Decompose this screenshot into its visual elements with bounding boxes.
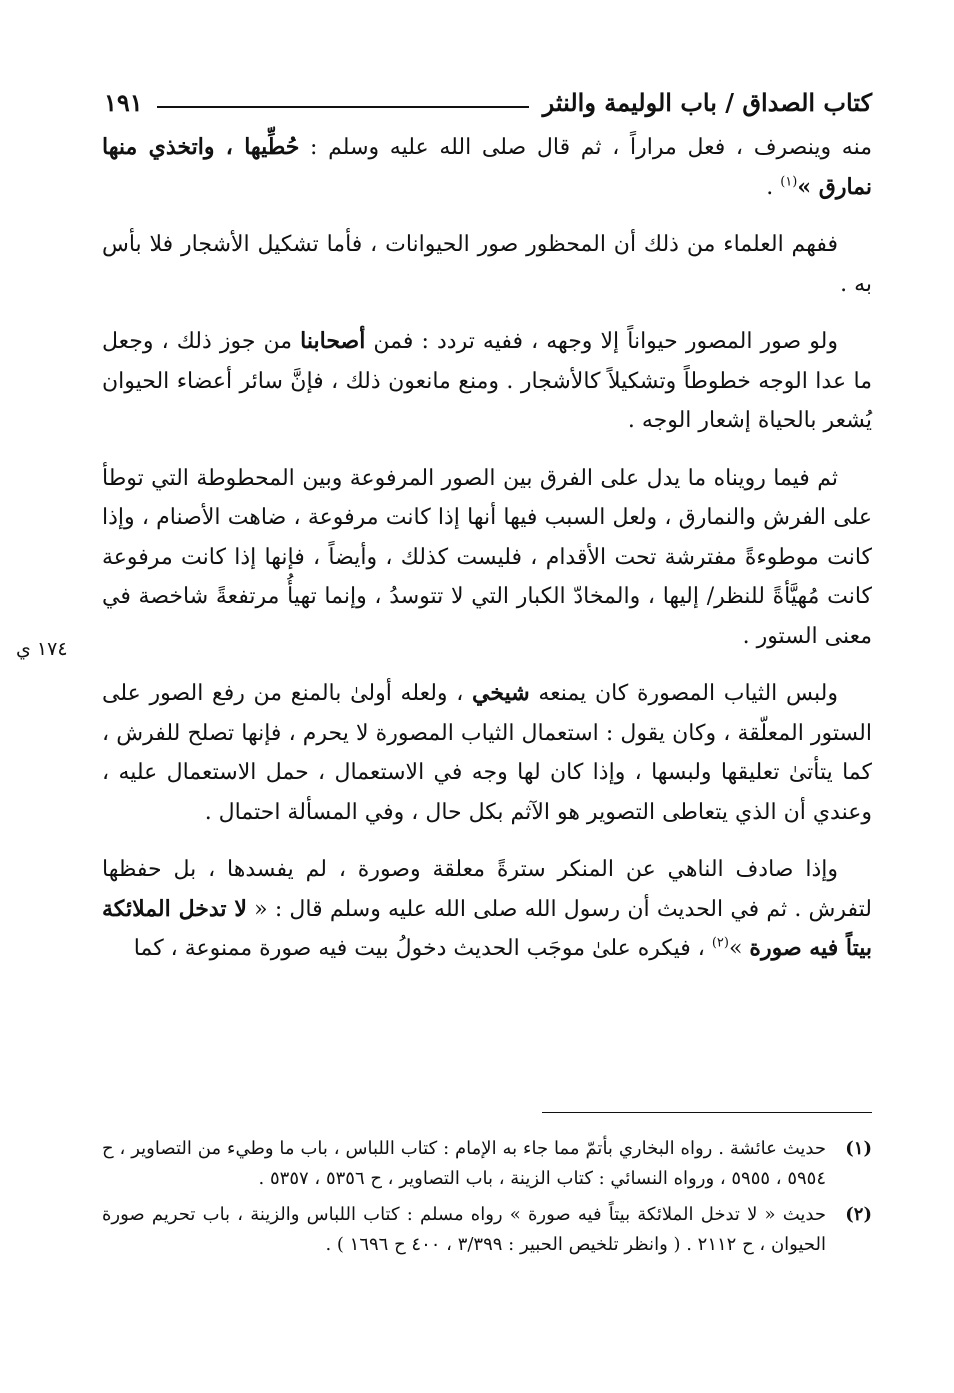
paragraph-4 [102, 459, 872, 657]
footnote-number: (٢) [845, 1204, 872, 1225]
p1-text-2: . [766, 174, 781, 200]
p6-text-1: وإذا صادف الناهي عن المنكر سترةً معلقة وصورة ، لم يفسدها ، بل حفظها لتفرش . ثم في الحديث أن رسول الله صلى الله عليه وسلم قال : « [102, 857, 872, 922]
page-number: ١٩١ [104, 87, 143, 117]
footnote-separator [542, 1112, 872, 1113]
p2-text-1: ففهم العلماء من ذلك أن المحظور صور الحيوانات ، فأما تشكيل الأشجار فلا بأس به . [102, 232, 872, 297]
footnote-text: حديث عائشة . رواه البخاري بأتمّ مما جاء به الإمام : كتاب اللباس ، باب ما وطيء من التصاوير ، ح ٥٩٥٤ ، ٥٩٥٥ ، ورواه النسائي : كتاب الزينة ، باب التصاوير ، ح ٥٣٥٦ ، ٥٣٥٧ . [102, 1138, 826, 1189]
footnote-2 [102, 1200, 872, 1260]
p6-text-3: ، فيكره علىٰ موجَب الحديث دخولُ بيت فيه صورة ممنوعة ، كما [133, 936, 712, 961]
p5-bold-term: شيخي [472, 680, 530, 706]
footnote-ref-1[interactable]: (١) [780, 174, 798, 190]
header-title: كتاب الصداق / باب الوليمة والنثر [542, 87, 872, 117]
paragraph-3 [102, 322, 872, 441]
p3-bold-term: أصحابنا [300, 328, 366, 354]
p3-text-2: من جوز ذلك ، وجعل ما عدا الوجه خطوطاً وتشكيلاً كالأشجار . ومنع مانعون ذلك ، فإنَّ سائر أعضاء الحيوان يُشعر بالحياة إشعار الوجه . [102, 329, 872, 433]
p5-text-1: ولبس الثياب المصورة كان يمنعه [529, 681, 838, 706]
p4-text-1: ثم فيما رويناه ما يدل على الفرق بين الصور المرفوعة وبين المحطوطة التي توطأ على الفرش والنمارق ، ولعل السبب فيها أنها إذا كانت مرفوعة ، ضاهت الأصنام ، وإذا كانت موطوءةً مفترشة تحت الأقدام ، فليست كذلك ، وأيضاً ، فإنها إذا كانت مرفوعة كانت مُهيَّأةً للنظر/ إليها ، والمخادّ الكبار التي لا تتوسدُ ، وإنما تهيأُ مرتفعةً شاخصة في معنى الستور . [102, 465, 872, 649]
p1-bold-quote: حُطِّيها ، واتخذي منها نمارق » [102, 134, 872, 200]
footnotes [102, 1134, 872, 1266]
footnote-ref-2[interactable]: (٢) [711, 935, 729, 951]
paragraph-1 [102, 128, 872, 207]
p6-text-2: » [728, 936, 750, 961]
p6-bold-quote: لا تدخل الملائكة بيتاً فيه صورة [102, 895, 872, 961]
paragraph-2 [102, 225, 872, 304]
margin-note: ١٧٤ ي [16, 638, 68, 660]
running-header [104, 82, 872, 122]
main-text [102, 128, 872, 969]
footnote-text: حديث « لا تدخل الملائكة بيتاً فيه صورة » رواه مسلم : كتاب اللباس والزينة ، باب تحريم صورة الحيوان ، ح ٢١١٢ . ( وانظر تلخيص الحبير : ٣/٣٩٩ ، ٤٠٠ ح ١٦٩٦ ) . [102, 1204, 826, 1255]
paragraph-6 [102, 850, 872, 969]
p1-text-1: منه وينصرف ، فعل مراراً ، ثم قال صلى الله عليه وسلم : [299, 135, 873, 160]
paragraph-5 [102, 674, 872, 832]
footnote-1 [102, 1134, 872, 1194]
p5-text-2: ، ولعله أولىٰ بالمنع من رفع الصور على الستور المعلّقة ، وكان يقول : استعمال الثياب المصورة لا يحرم ، فإنها تصلح للفرش ، كما يتأتىٰ تعليقها ولبسها ، وإذا كان لها وجه في الاستعمال ، حمل الاستعمال عليه ، وعندي أن الذي يتعاطى التصوير هو الآثم بكل حال ، وفي المسألة احتمال . [102, 681, 872, 825]
p3-text-1: ولو صور المصور حيواناً إلا وجهه ، ففيه تردد : فمن [365, 329, 838, 354]
footnote-number: (١) [845, 1138, 872, 1159]
header-rule [157, 106, 529, 108]
